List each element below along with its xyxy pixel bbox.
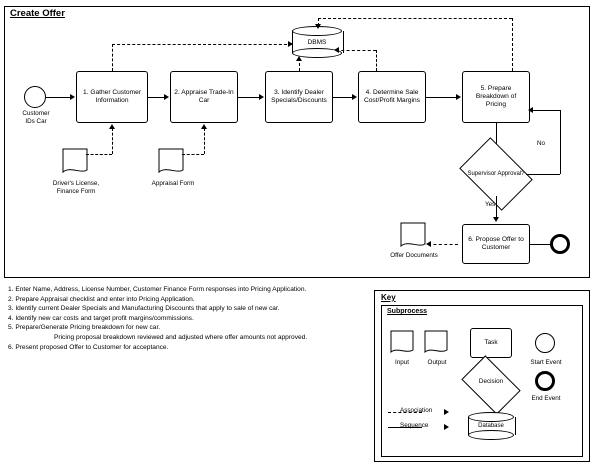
start-event-label: Customer IDs Car	[22, 110, 50, 125]
flow-gateway-no-h	[526, 174, 560, 175]
notes-list	[8, 285, 358, 352]
page-title: Create Offer	[10, 8, 65, 19]
key-decision-label: Decision	[478, 378, 504, 385]
flow-start-to-t1	[46, 97, 70, 98]
assoc-t6-doc3	[428, 244, 458, 245]
gateway-no-label: No	[537, 140, 546, 147]
arrow-gateway-no-to-t5	[528, 107, 533, 113]
task-appraise-trade-in-car[interactable]: 2. Appraise Trade-In Car	[170, 71, 238, 123]
end-event	[550, 234, 570, 254]
flow-gateway-no-v	[560, 110, 561, 174]
note-5-sub: Pricing proposal breakdown reviewed and adjusted where offer amounts not approved.	[54, 333, 308, 341]
key-input-icon	[390, 330, 414, 356]
flow-gateway-yes	[496, 196, 497, 218]
arrow-t6-to-doc3	[426, 241, 431, 247]
assoc-t1-dbms-v	[112, 44, 113, 71]
note-1: 1. Enter Name, Address, License Number, Customer Finance Form responses into Pricing Application.	[8, 286, 307, 293]
key-sequence-label: Sequence	[400, 422, 429, 429]
arrow-assoc-t5-dbms	[315, 24, 321, 29]
assoc-t4-dbms-h	[336, 50, 376, 51]
key-end-event-icon	[535, 371, 555, 391]
key-start-event-icon	[535, 333, 555, 353]
subprocess-title: Subprocess	[387, 308, 428, 315]
task-gather-customer-information[interactable]: 1. Gather Customer Information	[76, 71, 148, 123]
arrow-t1-to-t2	[164, 94, 169, 100]
document-offer-documents-label: Offer Documents	[390, 252, 438, 259]
key-database-label: Database	[478, 423, 504, 429]
assoc-t4-dbms-v	[376, 50, 377, 71]
assoc-t1-dbms-h	[112, 44, 292, 45]
arrow-assoc-t1-dbms	[288, 41, 293, 47]
key-decision-icon	[466, 368, 516, 402]
arrow-assoc-t3-dbms	[296, 56, 302, 61]
assoc-doc1-t1-v	[112, 128, 113, 154]
key-database-icon	[468, 412, 514, 440]
key-output-label: Output	[427, 359, 447, 366]
key-task-icon: Task	[470, 328, 512, 358]
key-output-icon	[424, 330, 448, 356]
arrow-t4-to-t5	[456, 94, 461, 100]
note-5: 5. Prepare/Generate Pricing breakdown for new car.	[8, 324, 161, 332]
gateway-label: Supervisor Approval?	[467, 170, 525, 177]
arrow-t3-to-t4	[352, 94, 357, 100]
assoc-doc1-t1-h	[86, 154, 112, 155]
note-6: 6. Present proposed Offer to Customer for acceptance.	[8, 343, 169, 351]
key-end-event-label: End Event	[531, 395, 561, 402]
flow-t4-to-t5	[426, 97, 456, 98]
key-input-label: Input	[394, 359, 409, 366]
arrow-t2-to-t3	[259, 94, 264, 100]
note-3: 3. Identify current Dealer Specials and Manufacturing Discounts that apply to sale of new car.	[8, 305, 280, 313]
key-title: Key	[381, 293, 396, 302]
key-sequence-arrow	[444, 424, 449, 430]
assoc-t5-dbms-v	[512, 18, 513, 71]
arrow-assoc-t4-dbms	[334, 47, 339, 53]
key-start-event-label: Start Event	[530, 359, 562, 366]
document-appraisal-form[interactable]	[158, 148, 184, 176]
assoc-t5-dbms-h	[318, 18, 512, 19]
key-association-arrow	[444, 409, 449, 415]
gateway-yes-label: Yes	[485, 201, 496, 208]
document-drivers-license-label: Driver's License, Finance Form	[52, 180, 100, 195]
flow-t3-to-t4	[333, 97, 352, 98]
arrow-doc1-to-t1	[109, 124, 115, 129]
datastore-label: DBMS	[307, 38, 327, 46]
arrow-start-to-t1	[70, 94, 75, 100]
arrow-gateway-yes-to-t6	[493, 217, 499, 222]
start-event	[24, 86, 46, 108]
flow-t6-to-end	[530, 244, 550, 245]
flow-t2-to-t3	[238, 97, 259, 98]
datastore-dbms[interactable]	[292, 26, 342, 58]
flow-gateway-no-to-t5	[530, 110, 560, 111]
key-association-label: Association	[400, 407, 433, 414]
document-offer-documents[interactable]	[400, 222, 426, 250]
assoc-doc2-t2-h	[182, 154, 204, 155]
task-propose-offer-to-customer[interactable]: 6. Propose Offer to Customer	[462, 224, 530, 264]
note-2: 2. Prepare Appraisal checklist and enter into Pricing Application.	[8, 295, 195, 303]
task-identify-dealer-specials[interactable]: 3. Identify Dealer Specials/Discounts	[265, 71, 333, 123]
flow-t1-to-t2	[148, 97, 164, 98]
document-drivers-license[interactable]	[62, 148, 88, 176]
task-prepare-breakdown-of-pricing[interactable]: 5. Prepare Breakdown of Pricing	[462, 71, 530, 123]
note-4: 4. Identify new car costs and target profit margins/commissions.	[8, 314, 194, 322]
task-determine-sale-cost-profit-margins[interactable]: 4. Determine Sale Cost/Profit Margins	[358, 71, 426, 123]
assoc-doc2-t2-v	[204, 128, 205, 154]
document-appraisal-form-label: Appraisal Form	[151, 180, 195, 187]
arrow-doc2-to-t2	[201, 124, 207, 129]
gateway-supervisor-approval[interactable]	[466, 152, 526, 196]
